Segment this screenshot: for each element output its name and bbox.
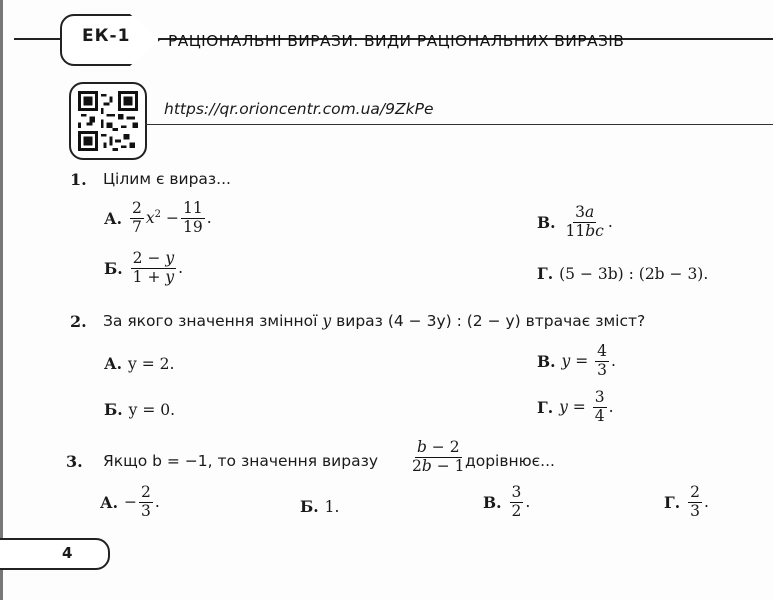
question-1-option-g[interactable] [537, 264, 708, 283]
page-number: 4 [62, 544, 73, 562]
option-label: Б. [104, 400, 123, 419]
question-1-option-b[interactable]: Б. $\frac{2 - y}{1 + y}$ . [104, 249, 184, 286]
question-3-expression [408, 439, 469, 476]
question-1-option-a[interactable]: А. $\frac{2}{7}$ $x^2$ − $\frac{11}{19}$ . [104, 199, 212, 236]
question-1-text: Цілим є вираз... [103, 170, 231, 188]
question-2-option-v[interactable]: В. y = $\frac{4}{3}$ . [537, 342, 616, 379]
option-text: y = 0. [128, 400, 176, 419]
option-label: А. [104, 208, 123, 228]
option-text: (5 − 3b) : (2b − 3). [559, 264, 709, 283]
question-3-option-b[interactable] [300, 497, 339, 516]
option-label: А. [104, 354, 123, 373]
fraction: $\frac{3}{4}$ [594, 388, 605, 425]
question-2-text: За якого значення змінної y вираз (4 − 3y) : (2 − y) втрачає зміст? [103, 312, 646, 330]
fraction: $\frac{2}{3}$ [141, 483, 151, 520]
option-label: Б. [300, 497, 319, 516]
option-label: А. [100, 492, 119, 512]
question-2-option-g[interactable]: Г. y = $\frac{3}{4}$ . [537, 388, 614, 425]
fraction: $\frac{2 - y}{1 + y}$ [132, 249, 175, 286]
fraction: $\frac{2}{3}$ [690, 483, 700, 520]
fraction: $\frac{3}{2}$ [511, 483, 522, 520]
question-2-option-b[interactable] [104, 400, 175, 419]
fraction: $\frac{b - 2}{2b - 1}$ [412, 438, 465, 475]
section-code: ЕК-1 [82, 26, 131, 46]
fraction: $\frac{3a}{11bc}$ [565, 203, 604, 240]
page-edge-shadow [0, 0, 3, 600]
option-label: Б. [104, 258, 123, 278]
option-text: 1. [324, 497, 340, 516]
qr-url[interactable]: https://qr.orioncentr.com.ua/9ZkPe [164, 100, 434, 118]
option-label: Г. [664, 492, 681, 512]
question-3-option-v[interactable]: В. $\frac{3}{2}$ . [483, 483, 531, 520]
qr-code-frame [69, 82, 147, 160]
qr-code-icon [78, 91, 138, 151]
option-label: В. [537, 351, 556, 371]
option-label: В. [483, 492, 502, 512]
question-3-option-g[interactable]: Г. $\frac{2}{3}$ . [664, 483, 709, 520]
question-1-option-v[interactable]: В. $\frac{3a}{11bc}$ . [537, 203, 613, 240]
option-text: y = 2. [128, 354, 175, 373]
page-number-tab [0, 538, 110, 570]
section-title: РАЦІОНАЛЬНІ ВИРАЗИ. ВИДИ РАЦІОНАЛЬНИХ ВИРАЗІВ [168, 32, 625, 50]
question-3-number: 3. [66, 452, 83, 471]
fraction: $\frac{2}{7}$ [132, 199, 142, 236]
question-3-text-end: дорівнює... [465, 452, 555, 470]
option-label: Г. [537, 264, 554, 283]
question-2-option-a[interactable] [104, 354, 174, 373]
question-2-number: 2. [70, 312, 87, 331]
question-1-number: 1. [70, 170, 87, 189]
option-label: В. [537, 212, 556, 232]
fraction: $\frac{11}{19}$ [182, 199, 203, 236]
qr-url-rule [145, 124, 773, 125]
fraction: $\frac{4}{3}$ [597, 342, 607, 379]
question-3-text-start: Якщо b = −1, то значення виразу [103, 452, 379, 470]
option-label: Г. [537, 397, 554, 417]
question-3-option-a[interactable]: А. − $\frac{2}{3}$ . [100, 483, 160, 520]
